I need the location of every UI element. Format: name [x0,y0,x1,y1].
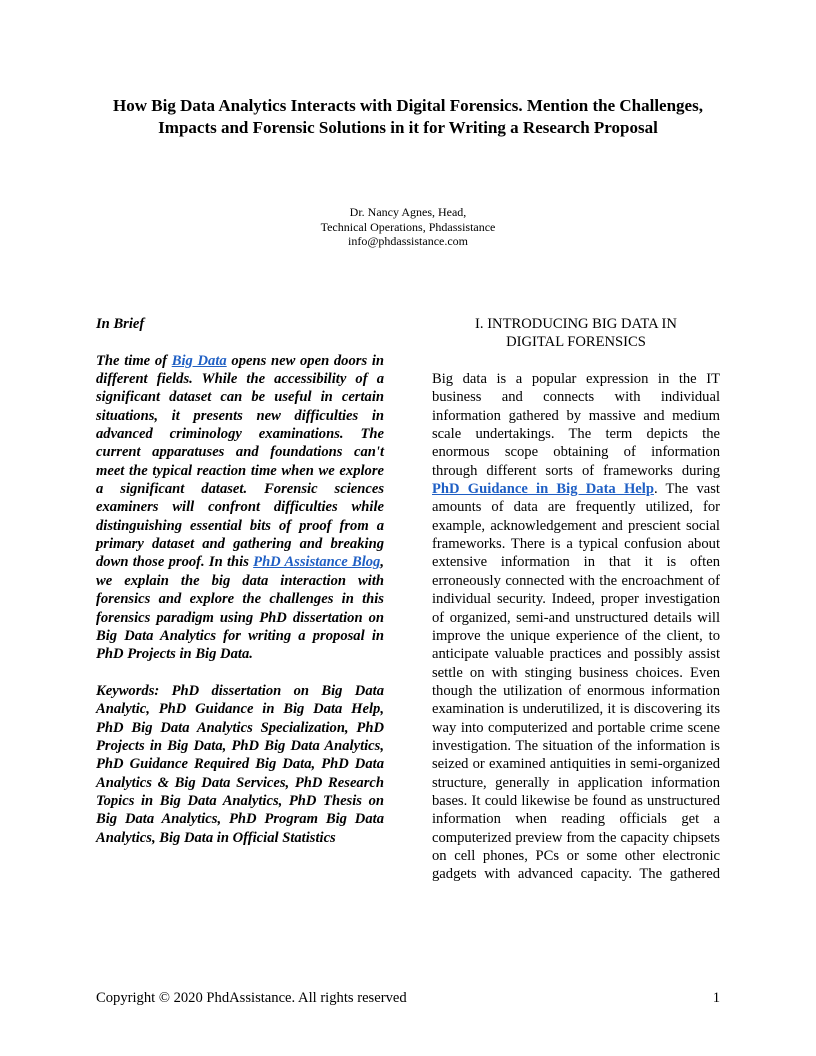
section-heading [432,315,720,352]
phd-assistance-blog-link[interactable]: PhD Assistance Blog [253,554,381,571]
brief-paragraph [96,352,384,664]
brief-heading: In Brief [96,316,145,332]
heading-line: DIGITAL FORENSICS [506,334,646,351]
text: The time of [96,352,172,369]
author-email: info@phdassistance.com [347,234,469,248]
text: . The vast amounts of data are frequently utilized, for example, acknowledgement and prescient social frameworks. There is a typical confusion about extensive information in that it is often erroneously connected with the encroachment of individual security. Indeed, proper investigation of organized, semi-and unstructured details will improve the unique experience of the client, to anticipate valuable practices and possibly assist settle on with stinging business choices. Even though the utilization of enormous information examination is underutilized, it is discovering its way into computerized and portable crime scene investigation. The situation of the information is seized or examined antiquities in semi-organized structure, generally in application information bases. It could likewise be found as unstructured information when reading officials get a computerized preview from the capacity chipsets on cell phones, PCs or some other electronic gadgets with advanced capacity. The gathered [432,481,720,883]
author-block [96,205,720,249]
text: , we explain the big data interaction with forensics and explore the challenges in this forensics paradigm using PhD dissertation on Big Data Analytics for writing a proposal in PhD Projects in Big Data. [96,554,384,663]
text: opens new open doors in different fields. While the accessibility of a significant dataset can be useful in certain situations, it presents new difficulties in advanced criminology examinations. The current apparatuses and foundations can't meet the typical reaction time when we explore a significant dataset. Forensic sciences examiners will confront difficulties while distinguishing essential bits of proof from a primary dataset and gathering and breaking down those proof. In this [96,352,385,571]
author-affiliation: Technical Operations, Phdassistance [320,219,496,234]
author-name: Dr. Nancy Agnes, Head, [349,205,467,219]
page-number: 1 [712,990,720,1006]
right-column [432,315,720,884]
big-data-link[interactable]: Big Data [171,352,227,369]
phd-guidance-link[interactable]: PhD Guidance in Big Data Help [432,481,654,498]
page-footer [96,990,720,1007]
copyright-text: Copyright © 2020 PhdAssistance. All rights reserved [96,990,407,1006]
section-paragraph [432,370,720,884]
left-column [96,315,384,847]
heading-line: I. INTRODUCING BIG DATA IN [475,316,677,332]
document-title: How Big Data Analytics Interacts with Digital Forensics. Mention the Challenges, Impacts and Forensic Solutions in it for Writing a Research Proposal [113,96,703,137]
text: Big data is a popular expression in the IT business and connects with individual information gathered by massive and medium scale undertakings. The term depicts the enormous scope obtaining of information through different sorts of frameworks during [432,371,720,479]
keywords-paragraph: Keywords: PhD dissertation on Big Data Analytic, PhD Guidance in Big Data Help, PhD Big Data Analytics Specialization, PhD Projects in Big Data, PhD Big Data Analytics, PhD Guidance Required Big Data, PhD Data Analytics & Big Data Services, PhD Research Topics in Big Data Analytics, PhD Thesis on Big Data Analytics, PhD Program Big Data Analytics, Big Data in Official Statistics [96,682,384,846]
